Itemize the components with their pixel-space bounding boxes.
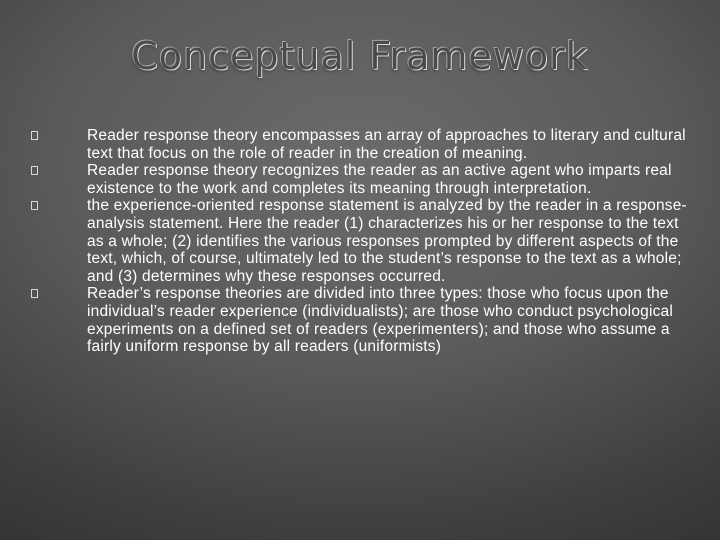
bullet-list (0, 127, 720, 356)
bullet-item (0, 197, 720, 285)
bullet-item (0, 162, 720, 197)
square-bullet-icon (31, 166, 38, 175)
slide-title: Conceptual Framework (131, 34, 589, 78)
bullet-item (0, 285, 720, 355)
bullet-text: Reader’s response theories are divided into three types: those who focus upon the individual’s reader experience (individualists); are those who conduct psychological experiments on a defined set of readers (experimenters); and those who assume a fairly uniform response by all readers (uniformists) (87, 285, 674, 356)
square-bullet-icon (31, 201, 38, 210)
square-bullet-icon (31, 131, 38, 140)
square-bullet-icon (31, 289, 38, 298)
bullet-text: Reader response theory encompasses an array of approaches to literary and cultural text that focus on the role of reader in the creation of meaning. (87, 127, 686, 162)
bullet-text: Reader response theory recognizes the reader as an active agent who imparts real existence to the work and completes its meaning through interpretation. (87, 162, 672, 197)
bullet-item (0, 127, 720, 162)
bullet-text: the experience-oriented response statement is analyzed by the reader in a response-analysis statement. Here the reader (1) characterizes his or her response to the text as a whole; (2) identifies the various responses prompted by different aspects of the text, which, of course, ultimately led to the student’s response to the text as a whole; and (3) determines why these responses occurred. (87, 197, 687, 285)
